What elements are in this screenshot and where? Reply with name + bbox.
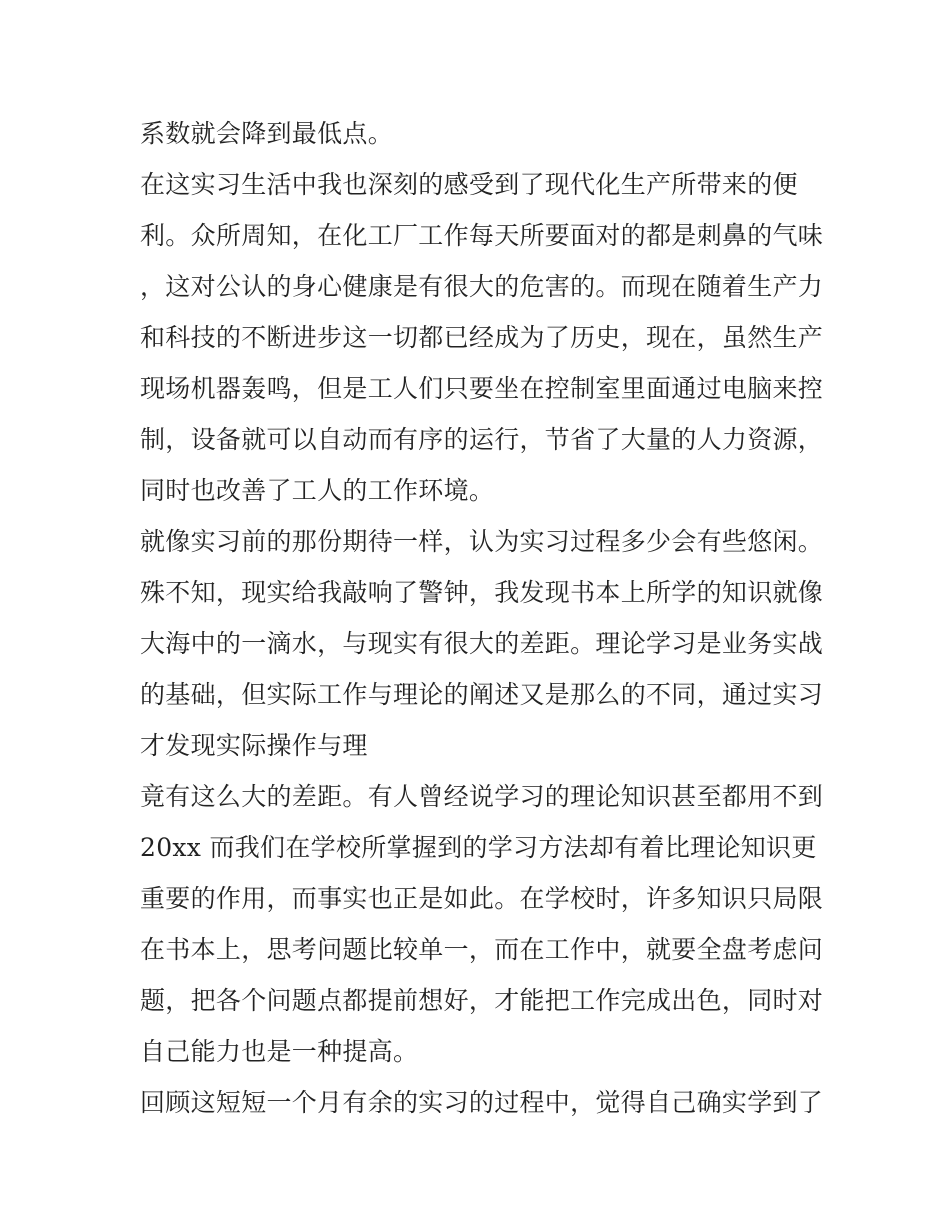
text-line-6: 现场机器轰鸣，但是工人们只要坐在控制室里面通过电脑来控 xyxy=(140,374,824,403)
text-line-13: 才发现实际操作与理 xyxy=(140,731,368,760)
text-line-12: 的基础，但实际工作与理论的阐述又是那么的不同，通过实习 xyxy=(140,680,824,709)
text-line-14: 竟有这么大的差距。有人曾经说学习的理论知识甚至都用不到 xyxy=(140,782,824,811)
text-line-9: 就像实习前的那份期待一样，认为实习过程多少会有些悠闲。 xyxy=(140,527,824,556)
text-line-4: ，这对公认的身心健康是有很大的危害的。而现在随着生产力 xyxy=(140,272,824,301)
text-line-3: 利。众所周知，在化工厂工作每天所要面对的都是刺鼻的气味 xyxy=(140,221,824,250)
text-line-15: 20xx 而我们在学校所掌握到的学习方法却有着比理论知识更 xyxy=(140,833,817,862)
text-line-10: 殊不知，现实给我敲响了警钟，我发现书本上所学的知识就像 xyxy=(140,578,824,607)
text-line-1: 系数就会降到最低点。 xyxy=(140,119,394,148)
text-line-5: 和科技的不断进步这一切都已经成为了历史，现在，虽然生产 xyxy=(140,323,824,352)
text-line-17: 在书本上，思考问题比较单一，而在工作中，就要全盘考虑问 xyxy=(140,935,824,964)
text-line-7: 制，设备就可以自动而有序的运行，节省了大量的人力资源， xyxy=(140,425,824,454)
text-line-11: 大海中的一滴水，与现实有很大的差距。理论学习是业务实战 xyxy=(140,629,824,658)
body-text xyxy=(140,108,824,1128)
text-line-16: 重要的作用，而事实也正是如此。在学校时，许多知识只局限 xyxy=(140,884,824,913)
text-line-8: 同时也改善了工人的工作环境。 xyxy=(140,476,495,505)
text-line-19: 自己能力也是一种提高。 xyxy=(140,1037,419,1066)
text-line-20: 回顾这短短一个月有余的实习的过程中，觉得自己确实学到了 xyxy=(140,1088,824,1117)
text-line-2: 在这实习生活中我也深刻的感受到了现代化生产所带来的便 xyxy=(140,170,798,199)
text-line-18: 题，把各个问题点都提前想好，才能把工作完成出色，同时对 xyxy=(140,986,824,1015)
